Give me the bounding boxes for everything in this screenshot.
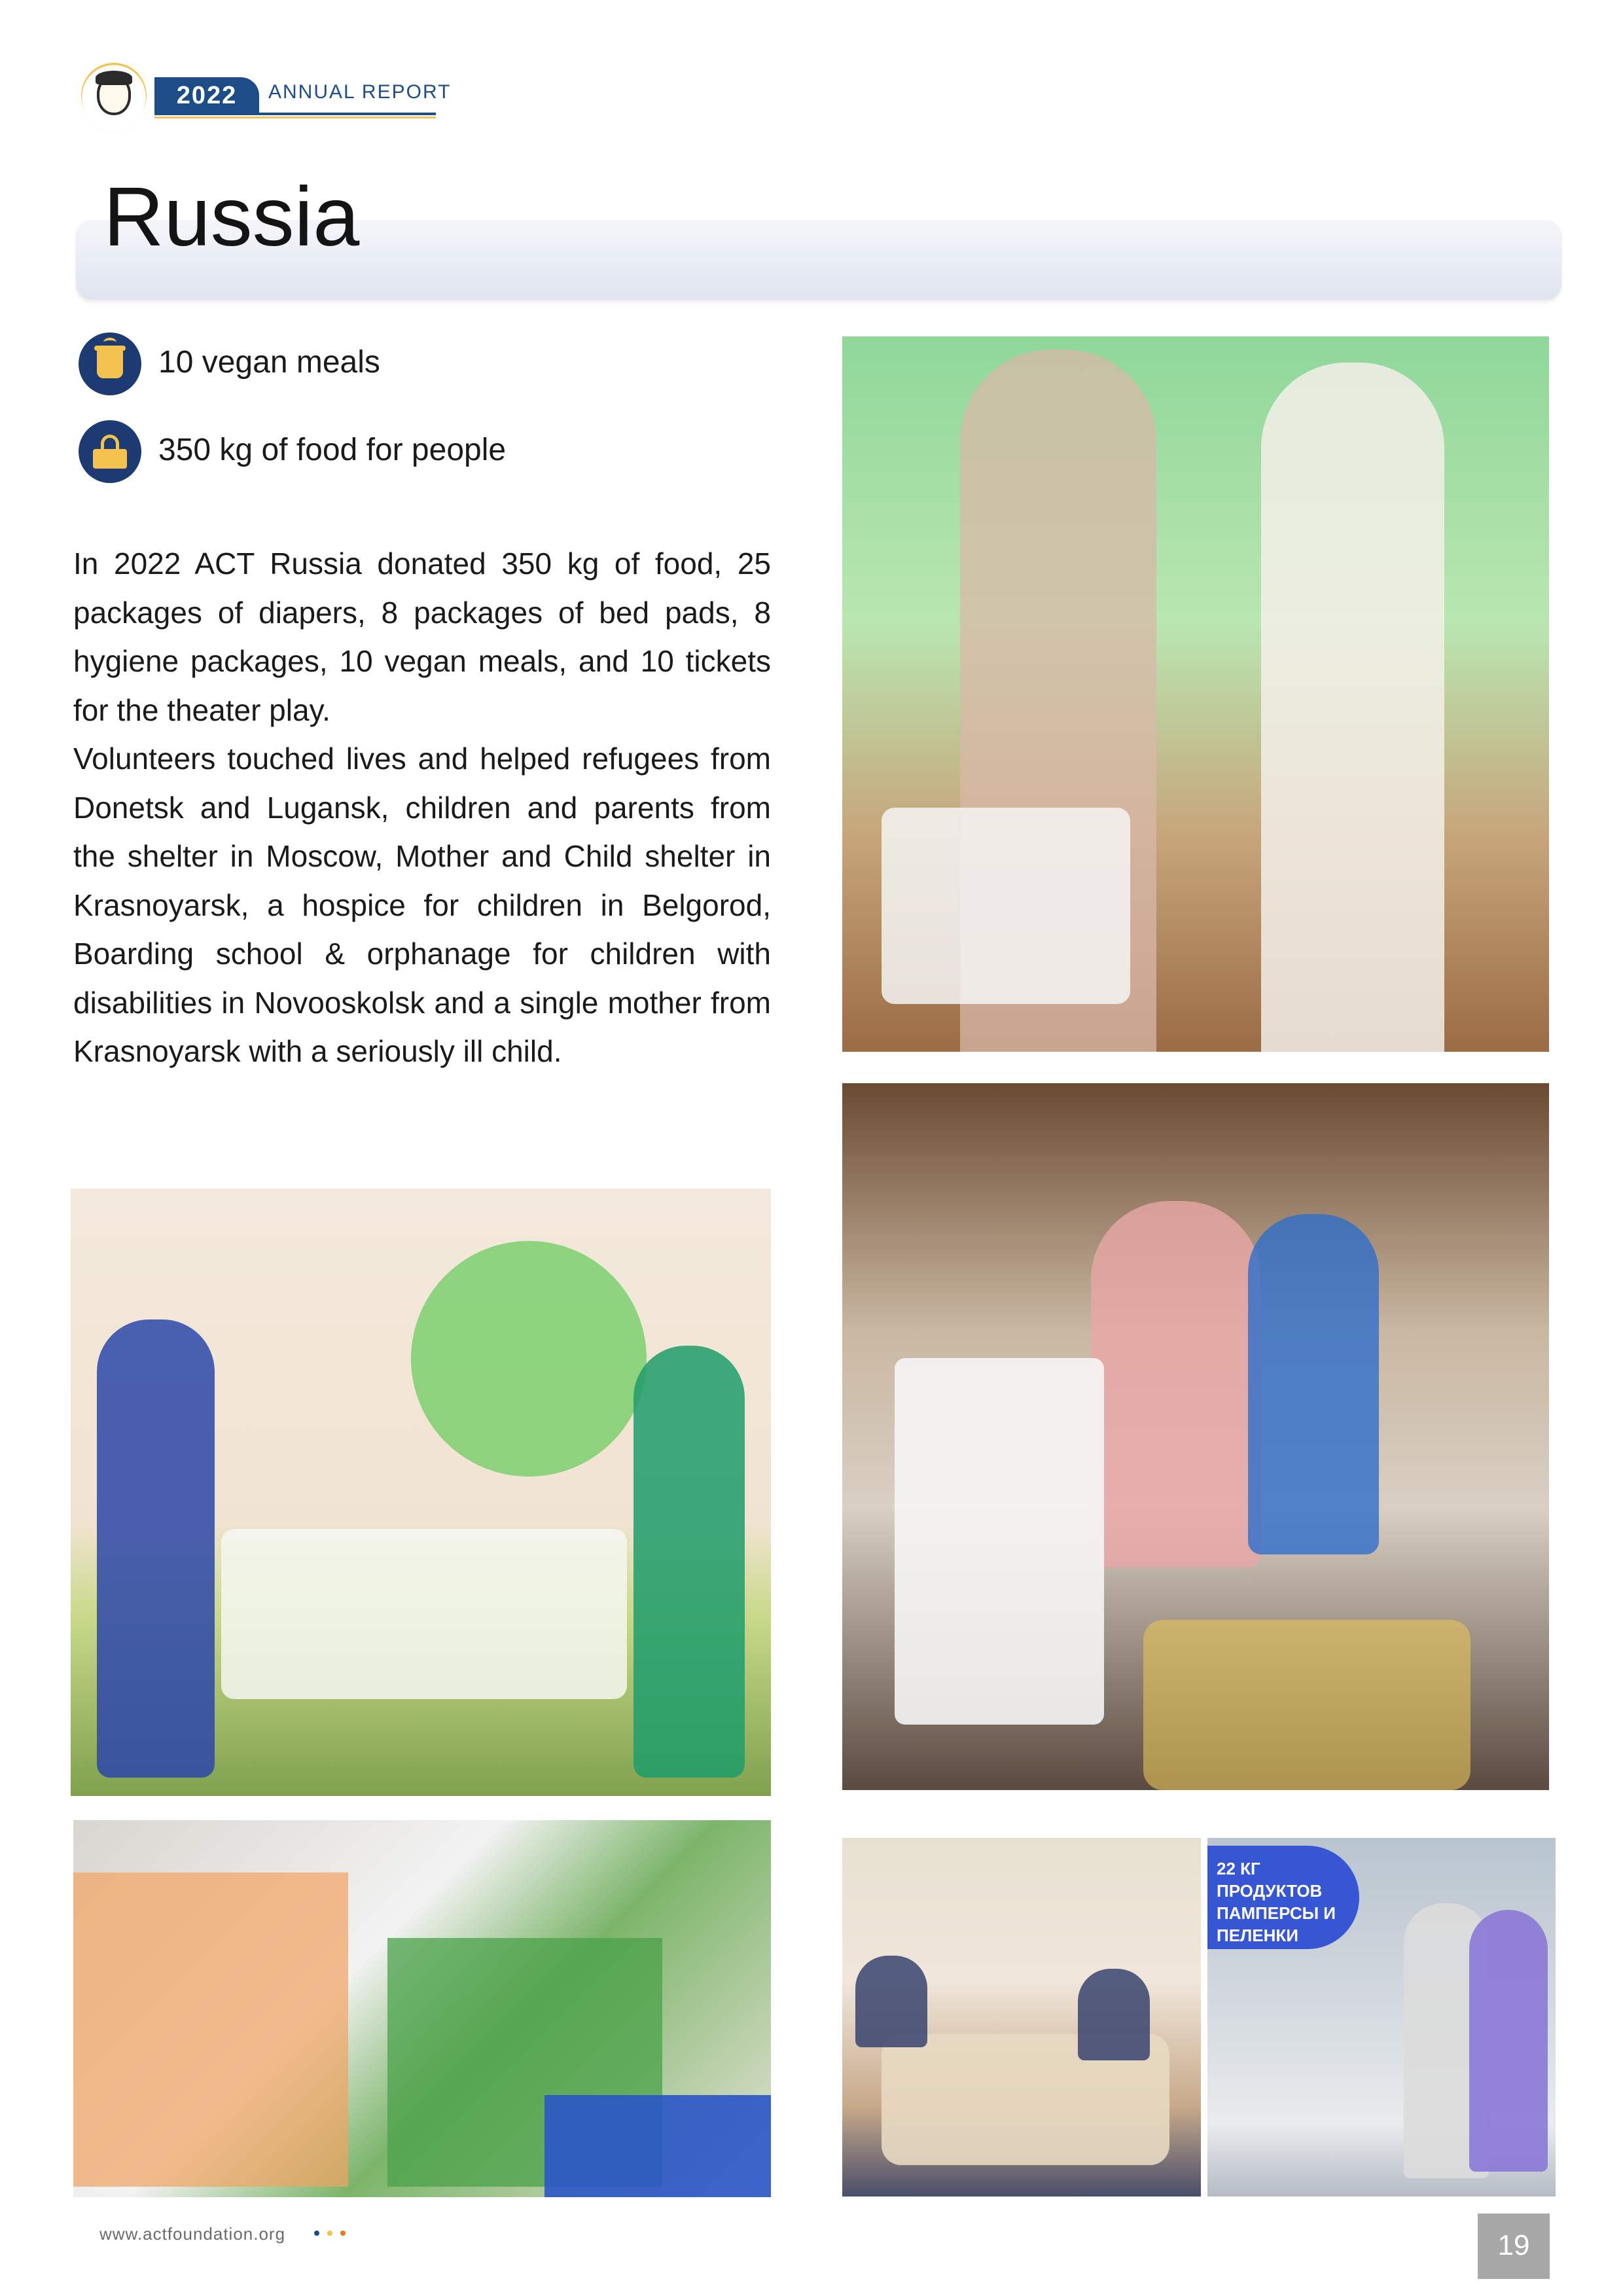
footer-dot-gold	[327, 2231, 332, 2236]
header-divider-accent	[154, 117, 436, 118]
photo-shelter-donation	[71, 1189, 771, 1796]
photo-overlay-text: 22 КГ ПРОДУКТОВ ПАМПЕРСЫ И ПЕЛЕНКИ	[1217, 1859, 1336, 1945]
photo-food-packages	[73, 1820, 771, 2197]
header-divider	[154, 113, 436, 115]
footer-url[interactable]: www.actfoundation.org	[99, 2224, 286, 2244]
footer-dot-orange	[340, 2231, 346, 2236]
page-number-box	[1478, 2214, 1550, 2279]
body-paragraph-1: In 2022 ACT Russia donated 350 kg of food, 25 packages of diapers, 8 packages of bed pads, 8 hygiene packages, 10 vegan meals, and 10 tickets for the theater play.	[73, 547, 771, 727]
report-label: ANNUAL REPORT	[268, 81, 452, 103]
stat-food-kg: 350 kg of food for people	[158, 433, 507, 467]
photo-volunteers-outdoors	[1207, 1838, 1556, 2197]
act-foundation-logo	[77, 59, 151, 132]
body-paragraph-2: Volunteers touched lives and helped refugees from Donetsk and Lugansk, children and parents from the shelter in Moscow, Mother and Child shelter in Krasnoyarsk, a hospice for children in Belgorod, Boarding school & orphanage for children with disabilities in Novooskolsk and a single mother from Krasnoyarsk with a seriously ill child.	[73, 742, 771, 1068]
stat-vegan-meals: 10 vegan meals	[158, 345, 380, 380]
food-basket-icon	[79, 420, 141, 483]
photo-mother-child-with-supplies	[842, 1083, 1549, 1790]
report-year: 2022	[154, 77, 259, 114]
body-text	[73, 539, 771, 1076]
logo-face-icon	[97, 76, 131, 115]
photo-volunteers-with-bags	[842, 336, 1549, 1052]
footer-dot-blue	[314, 2231, 319, 2236]
photo-children-at-table	[842, 1838, 1201, 2197]
page-title: Russia	[103, 170, 360, 264]
page-number: 19	[1497, 2229, 1530, 2261]
vegan-meal-icon	[79, 332, 141, 395]
